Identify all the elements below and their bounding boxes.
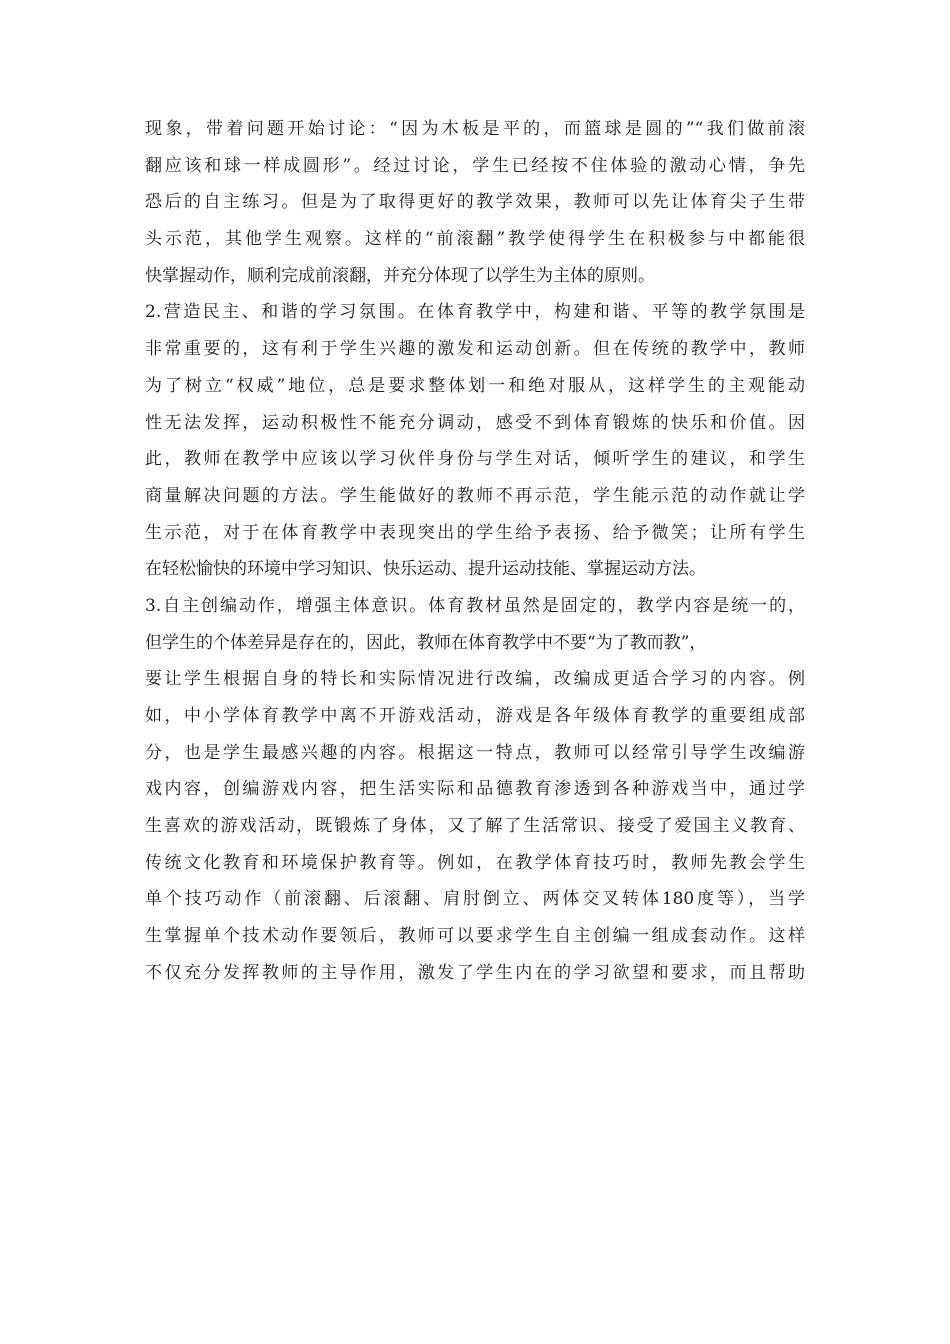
text-line: 非常重要的，这有利于学生兴趣的激发和运动创新。但在传统的教学中，教师: [145, 339, 805, 360]
text-line: 要让学生根据自身的特长和实际情况进行改编，改编成更适合学习的内容。例: [145, 669, 805, 690]
text-line: 头示范，其他学生观察。这样的“前滚翻”教学使得学生在积极参与中都能很: [145, 229, 805, 250]
text-line: 性无法发挥，运动积极性不能充分调动，感受不到体育锻炼的快乐和价值。因: [145, 412, 805, 433]
text-line: 戏内容，创编游戏内容，把生活实际和品德教育渗透到各种游戏当中，通过学: [145, 779, 805, 800]
text-line: 生喜欢的游戏活动，既锻炼了身体，又了解了生活常识、接受了爱国主义教育、: [145, 816, 805, 837]
body-text: [145, 111, 805, 992]
text-line: 如，中小学体育教学中离不开游戏活动，游戏是各年级体育教学的重要组成部: [145, 706, 805, 726]
text-line: 商量解决问题的方法。学生能做好的教师不再示范，学生能示范的动作就让学: [145, 485, 805, 506]
text-line: 3.自主创编动作，增强主体意识。体育教材虽然是固定的，教学内容是统一的，: [145, 595, 805, 616]
text-line: 传统文化教育和环境保护教育等。例如，在教学体育技巧时，教师先教会学生: [145, 852, 805, 873]
text-line: 2.营造民主、和谐的学习氛围。在体育教学中，构建和谐、平等的教学氛围是: [145, 302, 805, 323]
text-line: 快掌握动作，顺利完成前滚翻，并充分体现了以学生为主体的原则。: [145, 265, 655, 286]
text-line: 为了树立“权威”地位，总是要求整体划一和绝对服从，这样学生的主观能动: [145, 375, 805, 396]
text-line: 在轻松愉快的环境中学习知识、快乐运动、提升运动技能、掌握运动方法。: [145, 559, 706, 580]
text-line: 分，也是学生最感兴趣的内容。根据这一特点，教师可以经常引导学生改编游: [145, 742, 805, 763]
text-line: 翻应该和球一样成圆形”。经过讨论，学生已经按不住体验的激动心情，争先: [145, 155, 805, 176]
text-line: 但学生的个体差异是存在的，因此，教师在体育教学中不要“为了教而教”，: [145, 632, 707, 653]
text-line: 现象，带着问题开始讨论：“因为木板是平的，而篮球是圆的”“我们做前滚: [145, 119, 805, 139]
text-line: 生示范，对于在体育教学中表现突出的学生给予表扬、给予微笑；让所有学生: [145, 522, 805, 543]
text-line: 恐后的自主练习。但是为了取得更好的教学效果，教师可以先让体育尖子生带: [145, 192, 805, 213]
text-line: 此，教师在教学中应该以学习伙伴身份与学生对话，倾听学生的建议，和学生: [145, 449, 805, 470]
text-line: 生掌握单个技术动作要领后，教师可以要求学生自主创编一组成套动作。这样: [145, 926, 805, 947]
text-line: 不仅充分发挥教师的主导作用，激发了学生内在的学习欲望和要求，而且帮助: [145, 962, 805, 983]
text-line: 单个技巧动作（前滚翻、后滚翻、肩肘倒立、两体交叉转体180度等），当学: [145, 889, 805, 910]
